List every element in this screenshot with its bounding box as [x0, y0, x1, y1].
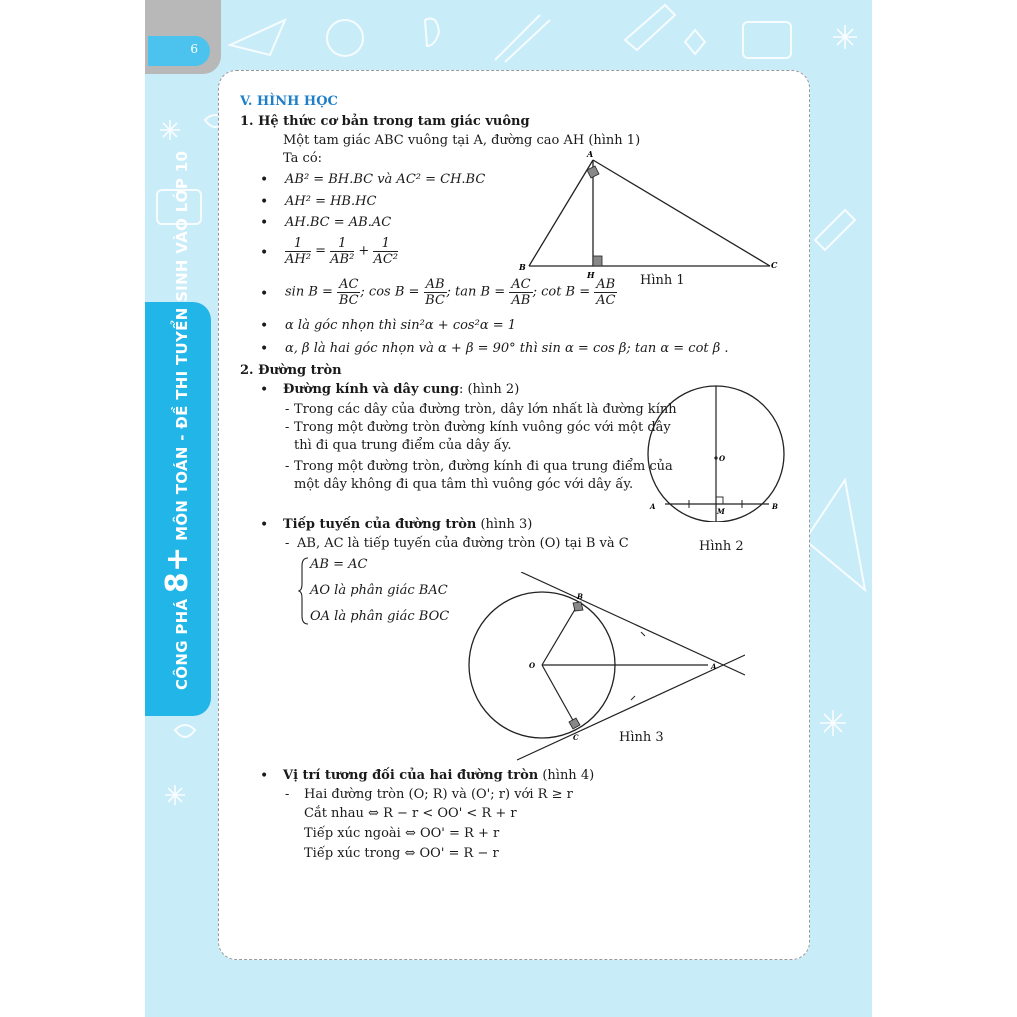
- bullet: •: [260, 172, 269, 188]
- f5-p2: ; cos B =: [360, 284, 420, 300]
- chord-3a: Trong một đường tròn, đường kính đi qua trung điểm của: [294, 459, 673, 474]
- sub1-intro: Một tam giác ABC vuông tại A, đường cao AH (hình 1): [283, 133, 641, 148]
- f5-n3: AC: [511, 277, 531, 292]
- f5-p4: ; cot B =: [532, 284, 591, 300]
- formula-3: AH.BC = AB.AC: [285, 215, 392, 230]
- b3-ref: (hình 4): [538, 768, 595, 783]
- bullet: •: [260, 768, 269, 784]
- sidebar-title: [160, 151, 195, 690]
- fig3-tangent-top: [521, 572, 745, 675]
- chord-3b: một dây không đi qua tâm thì vuông góc với dây ấy.: [294, 477, 634, 492]
- fig3-radius-oc: [542, 665, 575, 724]
- sidebar-big: 8+: [160, 546, 195, 594]
- bullet: •: [260, 341, 269, 357]
- f4-d3: AC²: [373, 252, 399, 267]
- f5-n4: AB: [596, 277, 616, 292]
- bullet-chord: [283, 382, 519, 398]
- f4-n2: 1: [330, 236, 354, 252]
- fig1-label-a: A: [587, 149, 594, 159]
- fig3-tick: [631, 696, 635, 700]
- sub1-title: 1. Hệ thức cơ bản trong tam giác vuông: [240, 114, 530, 129]
- dash: -: [285, 536, 290, 551]
- relative-4: Tiếp xúc trong ⇔ OO' = R − r: [304, 846, 499, 861]
- fig3-right-angle-b: [573, 602, 583, 611]
- fig2-label-a: A: [650, 502, 656, 511]
- sidebar-suffix: MÔN TOÁN - ĐỀ THI TUYỂN SINH VÀO LỚP 10: [173, 150, 191, 541]
- dash: -: [285, 420, 290, 435]
- bullet: •: [260, 318, 269, 334]
- fig1-side-ab: [529, 160, 593, 266]
- f4-n1: 1: [285, 236, 311, 252]
- fig3-tick: [641, 632, 645, 636]
- fig2-label-m: M: [717, 507, 725, 516]
- figure-1: [515, 148, 785, 288]
- fig3-label-a: A: [711, 662, 717, 671]
- fig1-label-c: C: [771, 260, 778, 270]
- fig1-label-b: B: [519, 262, 526, 272]
- f5-d2: BC: [425, 293, 445, 308]
- relative-2: Cắt nhau ⇔ R − r < OO' < R + r: [304, 806, 517, 821]
- fig3-caption: Hình 3: [619, 730, 664, 745]
- bullet-tangent: [283, 517, 532, 533]
- formula-7: α, β là hai góc nhọn và α + β = 90° thì sin α = cos β; tan α = cot β .: [285, 341, 729, 356]
- fig3-label-o: O: [529, 661, 536, 670]
- b3-title: Vị trí tương đối của hai đường tròn: [283, 768, 539, 783]
- figure-3: [465, 572, 745, 762]
- formula-4: $\frac{1}{\text{AH²}}$ = $\frac{1}{\text{AB²}}$ + $\frac{1}{\text{AC²}}$: [285, 236, 399, 267]
- tangent-1: AB, AC là tiếp tuyến của đường tròn (O) tại B và C: [297, 536, 629, 551]
- fig2-right-angle: [716, 497, 723, 504]
- bullet: •: [260, 517, 269, 533]
- sub1-taco: Ta có:: [283, 151, 323, 166]
- fig1-side-ac: [593, 160, 770, 266]
- system-1: AB = AC: [310, 557, 368, 572]
- formula-6: α là góc nhọn thì sin²α + cos²α = 1: [285, 318, 517, 333]
- bullet: •: [260, 382, 269, 398]
- b1-ref: : (hình 2): [458, 382, 520, 397]
- f4-d1: AH²: [285, 252, 311, 267]
- bullet: •: [260, 286, 269, 302]
- system-brace: [298, 556, 310, 626]
- fig3-radius-ob: [542, 606, 577, 665]
- formula-1: AB² = BH.BC và AC² = CH.BC: [285, 172, 486, 187]
- system-2: AO là phân giác BAC: [310, 583, 448, 598]
- bullet: •: [260, 194, 269, 210]
- fig1-caption: Hình 1: [640, 273, 685, 288]
- dash: -: [285, 402, 290, 417]
- bullet: •: [260, 215, 269, 231]
- figure-2: [645, 382, 785, 522]
- b1-title: Đường kính và dây cung: [283, 382, 459, 397]
- bullet: •: [260, 245, 269, 261]
- f4-d2: AB²: [330, 252, 355, 267]
- bullet-relative: [283, 768, 594, 784]
- fig2-center: [714, 456, 717, 459]
- relative-3: Tiếp xúc ngoài ⇔ OO' = R + r: [304, 826, 500, 841]
- fig2-caption: Hình 2: [699, 539, 744, 554]
- relative-1: Hai đường tròn (O; R) và (O'; r) với R ≥ r: [304, 787, 573, 802]
- page-number-tab: [148, 36, 210, 66]
- f5-d1: BC: [338, 293, 359, 308]
- b2-ref: (hình 3): [476, 517, 533, 532]
- f5-p3: ; tan B =: [446, 284, 506, 300]
- fig3-label-c: C: [573, 733, 579, 742]
- chord-2a: Trong một đường tròn đường kính vuông góc với một dây: [294, 420, 671, 435]
- section-title: V. HÌNH HỌC: [240, 94, 338, 109]
- f5-d4: AC: [596, 293, 616, 308]
- formula-2: AH² = HB.HC: [285, 194, 377, 209]
- dash: -: [285, 787, 290, 802]
- system-3: OA là phân giác BOC: [310, 609, 450, 624]
- fig2-label-b: B: [772, 502, 778, 511]
- sidebar-prefix: CÔNG PHÁ: [173, 598, 191, 690]
- f5-p1: sin B =: [285, 284, 333, 300]
- fig3-right-angle-c: [569, 718, 580, 729]
- b2-title: Tiếp tuyến của đường tròn: [283, 517, 477, 532]
- f5-d3: AB: [511, 293, 531, 308]
- page-number: 6: [190, 42, 198, 56]
- dash: -: [285, 459, 290, 474]
- chord-2b: thì đi qua trung điểm của dây ấy.: [294, 438, 512, 453]
- f5-n2: AB: [425, 277, 445, 292]
- fig2-label-o: O: [719, 454, 726, 463]
- sub2-title: 2. Đường tròn: [240, 363, 342, 378]
- f5-n1: AC: [339, 277, 359, 292]
- fig1-label-h: H: [587, 270, 595, 280]
- fig1-right-angle-h: [593, 256, 602, 266]
- chord-1: Trong các dây của đường tròn, dây lớn nhất là đường kính: [294, 402, 677, 417]
- f4-n3: 1: [373, 236, 398, 252]
- fig3-label-b: B: [577, 592, 583, 601]
